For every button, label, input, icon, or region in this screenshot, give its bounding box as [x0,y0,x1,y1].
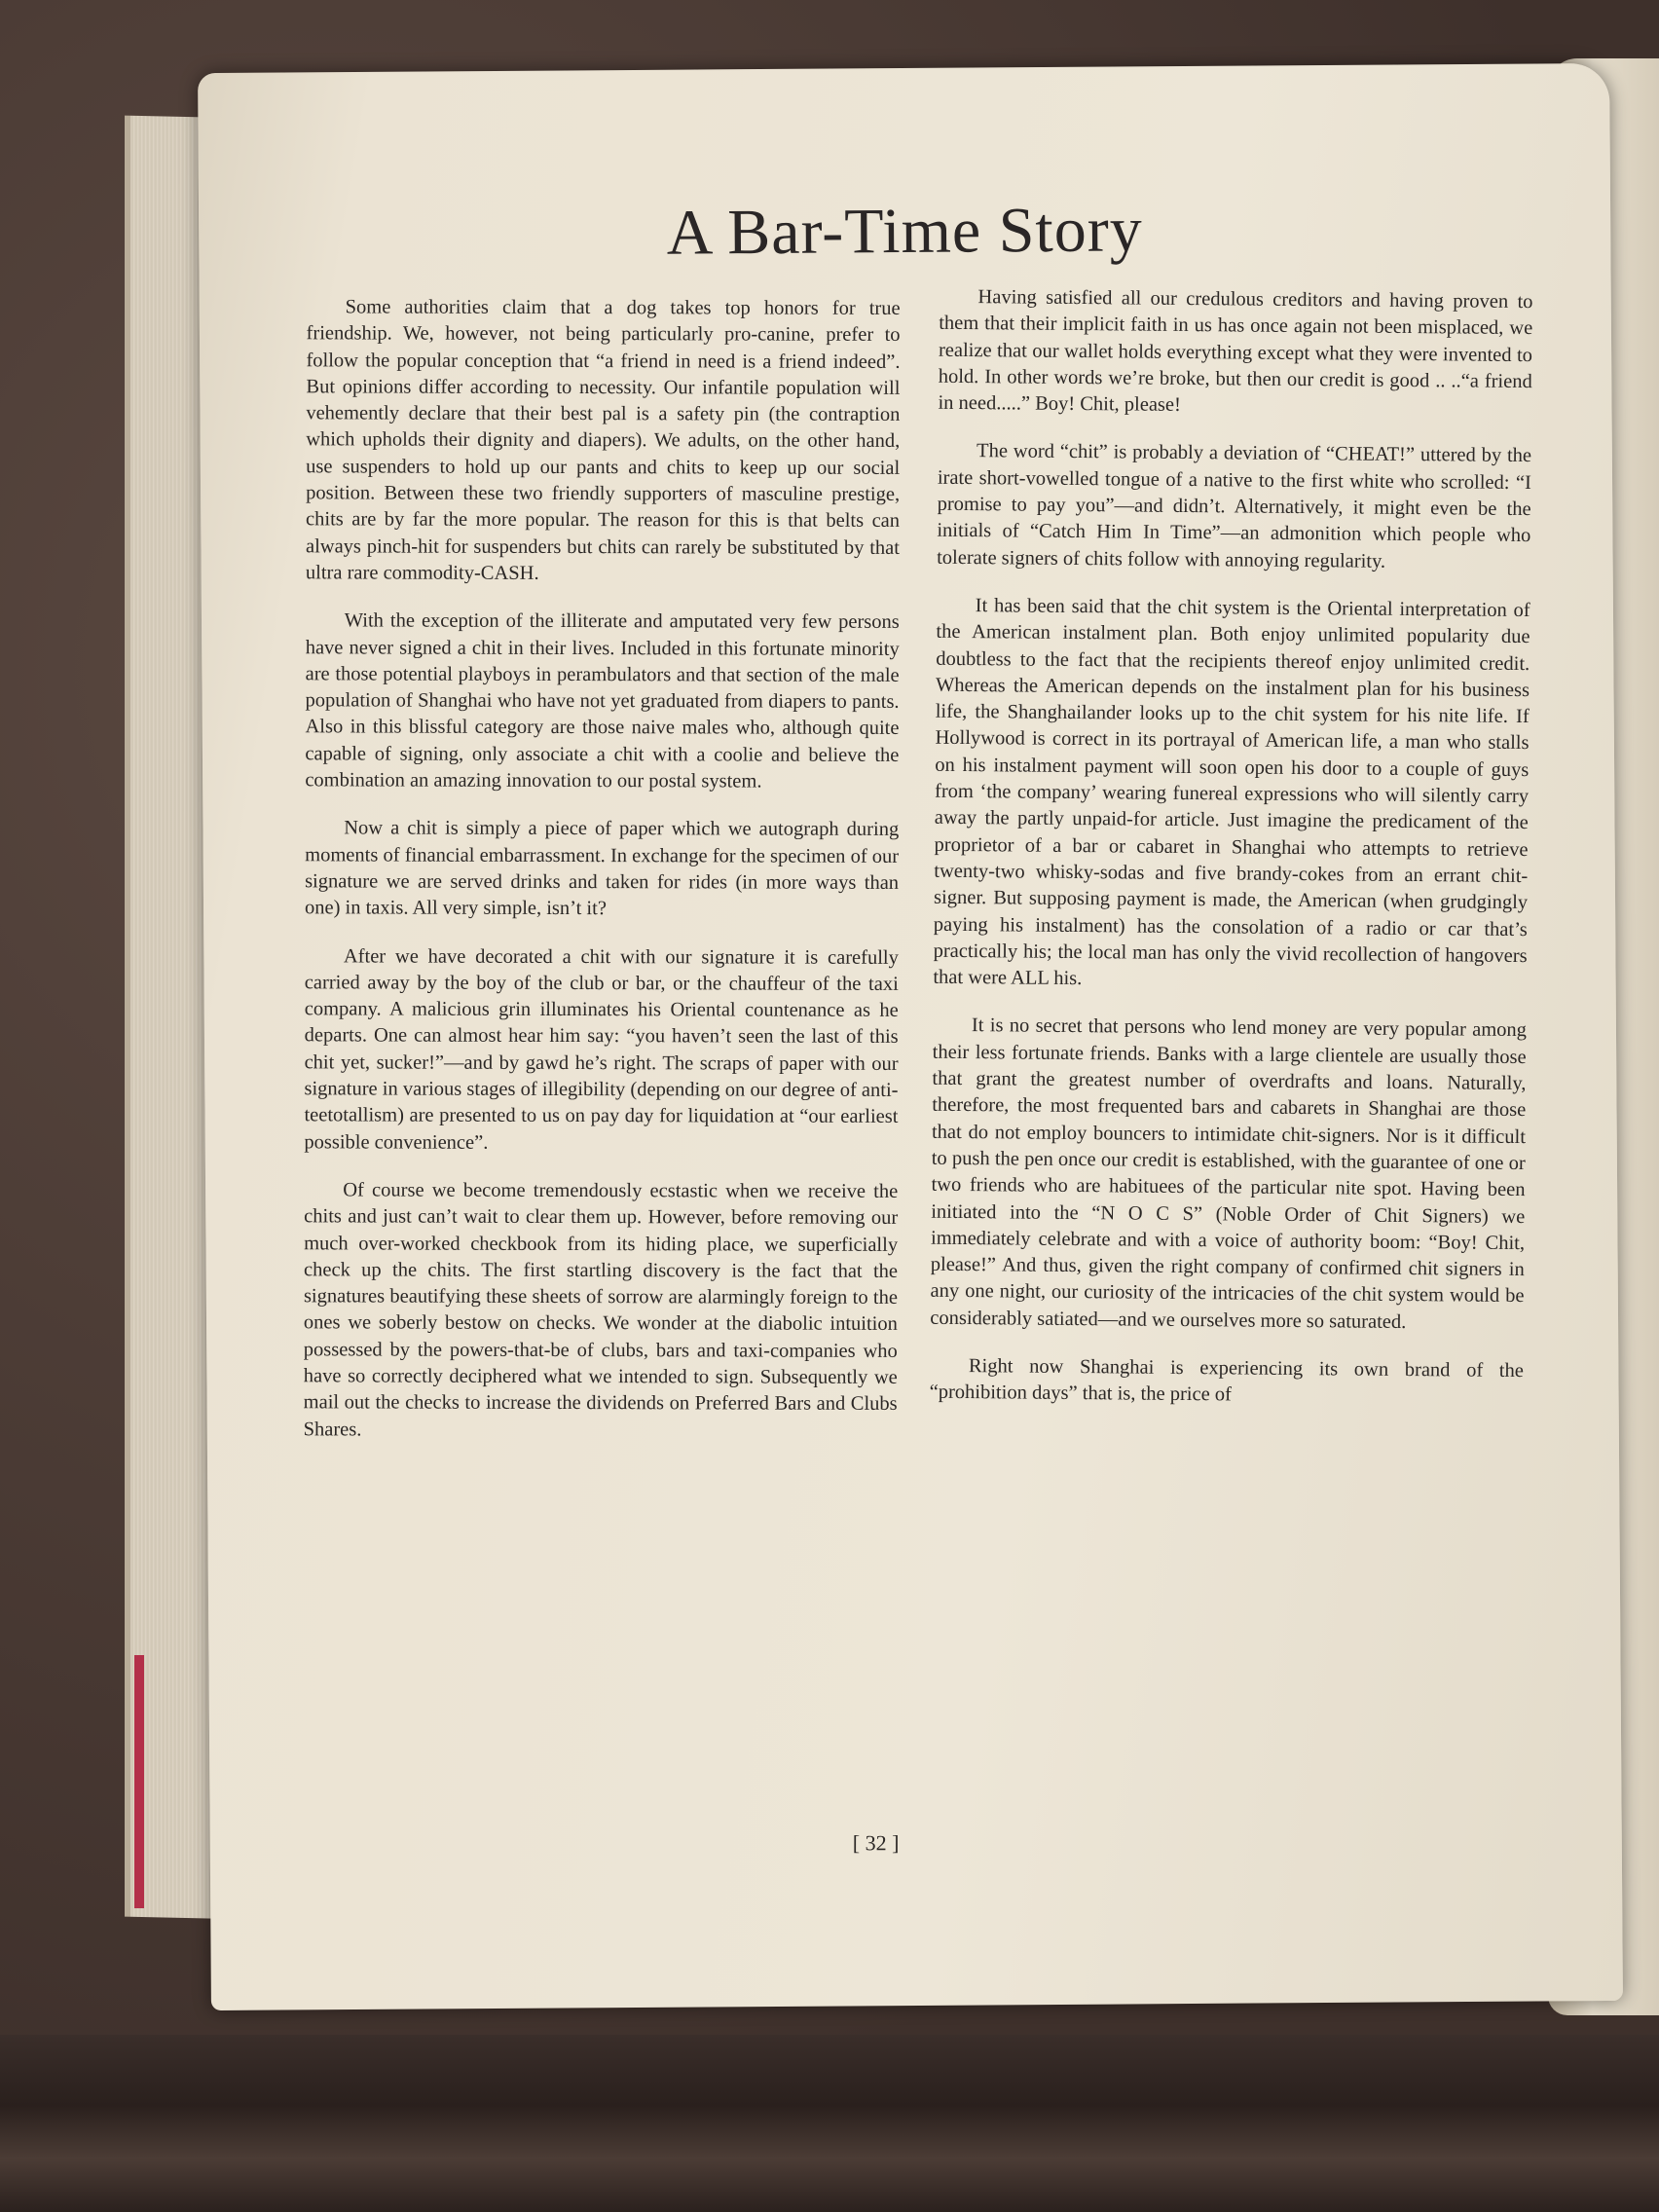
right-column [929,284,1532,1433]
paragraph: The word “chit” is probably a deviation of “CHEAT!” uttered by the irate short-vowelled tongue of a native to the first white who scrolled: “I promise to pay you”—and didn’t. Alternatively, it might even be the initials of “Catch Him In Time”—an admonition which people who tolerate signers of chits follow with annoying regularity. [937,440,1532,572]
paragraph: Having satisfied all our credulous creditors and having proven to them that their implicit faith in us has once again not been misplaced, we realize that our wallet holds everything except what they were invented to hold. In other words we’re broke, but then our credit is good .. ..“a friend in need.....” Boy! Chit, please! [938,286,1533,417]
paragraph: It has been said that the chit system is the Oriental interpretation of the American instalment plan. Both enjoy unlimited popularity due doubtless to the fact that the recipients thereof enjoy unlimited credit. Whereas the American depends on the instalment plan for his business life, the Shanghailander looks up to the chit system for his nite life. If Hollywood is correct in its portrayal of American life, a man who stalls on his instalment payment will soon open his door to a couple of guys from ‘the company’ wearing funereal expressions who will silently carry away the partly unpaid-for article. Just imagine the predicament of the proprietor of a bar or cabaret in Shanghai who attempts to retrieve twenty-two whisky-sodas and five brandy-cokes from an errant chit-signer. But supposing payment is made, the American (when grudgingly paying his instalment) has the consolation of a radio or car that’s practically his; the local man has only the vivid recollection of hangovers that were ALL his. [933,595,1530,990]
page-number: [ 32 ] [852,1830,900,1856]
bookmark-ribbon [134,1655,144,1908]
paragraph: Of course we become tremendously ecstastic when we receive the chits and just can’t wait to clear them up. However, before removing our much over-worked checkbook from its hiding place, we superficially check up the chits. The first startling discovery is the fact that the signatures beautifying these sheets of sorrow are alarmingly foreign to the ones we soberly bestow on checks. We wonder at the diabolic intuition possessed by the powers-that-be of clubs, bars and taxi-companies who have so correctly deciphered what we intended to sign. Subsequently we mail out the checks to increase the dividends on Preferred Bars and Clubs Shares. [303,1179,899,1441]
paragraph: Some authorities claim that a dog takes top honors for true friendship. We, however, not being particularly pro-canine, prefer to follow the popular conception that “a friend in need is a friend indeed”. But opinions differ according to necessity. Our infantile population will vehemently declare that their best pal is a safety pin (the contraption which upholds their dignity and diapers). We adults, on the other hand, use suspenders to hold up our pants and chits to keep up our social position. Between these two friendly supporters of masculine prestige, chits are by far the more popular. The reason for this is that belts can always pinch-hit for suspenders but chits can rarely be substituted by that ultra rare commodity-CASH. [305,296,901,584]
paragraph: It is no secret that persons who lend money are very popular among their less fortunate friends. Banks with a large clientele are usually those that grant the greatest number of overdrafts and loans. Naturally, therefore, the most frequented bars and cabarets in Shanghai are those that do not employ bouncers to intimidate chit-signers. Nor is it difficult to push the pen once our credit is established, with the guarantee of one or two friends who are habituees of the particular nite spot. Having been initiated into the “N O C S” (Noble Order of Chit Signers) we immediately celebrate and with a voice of authority boom: “Boy! Chit, please!” And thus, given the right company of confirmed chit signers in any one night, our curiosity of the intricacies of the chit system would be considerably satiated—and we ourselves more so saturated. [930,1014,1528,1333]
paragraph: With the exception of the illiterate and amputated very few persons have never signed a chit in their lives. Included in this fortunate minority are those potential playboys in perambulators and that section of the male population of Shanghai who have not yet graduated from diapers to pants. Also in this blissful category are those naive males who, although quite capable of signing, only associate a chit with a coolie and believe the combination an amazing innovation to our postal system. [305,609,900,793]
paragraph: After we have decorated a chit with our signature it is carefully carried away by the boy of the club or bar, or the chauffeur of the taxi company. A malicious grin illuminates his Oriental countenance as he departs. One can almost hear him say: “you haven’t seen the last of this chit yet, sucker!”—and by gawd he’s right. The scraps of paper with our signature in various stages of illegibility (depending on our degree of anti-teetotallism) are presented to us on pay day for liquidation at “our earliest possible convenience”. [304,944,899,1154]
article-title: A Bar-Time Story [666,194,1143,269]
paragraph: Right now Shanghai is experiencing its own brand of the “prohibition days” that is, the price of [929,1355,1524,1406]
paragraph: Now a chit is simply a piece of paper which we autograph during moments of financial embarrassment. In exchange for the specimen of our signature we are served drinks and taken for rides (in more ways than one) in taxis. All very simple, isn’t it? [304,817,900,920]
book-page [198,63,1623,2010]
left-column [304,294,901,1465]
desk-edge [0,2035,1659,2212]
